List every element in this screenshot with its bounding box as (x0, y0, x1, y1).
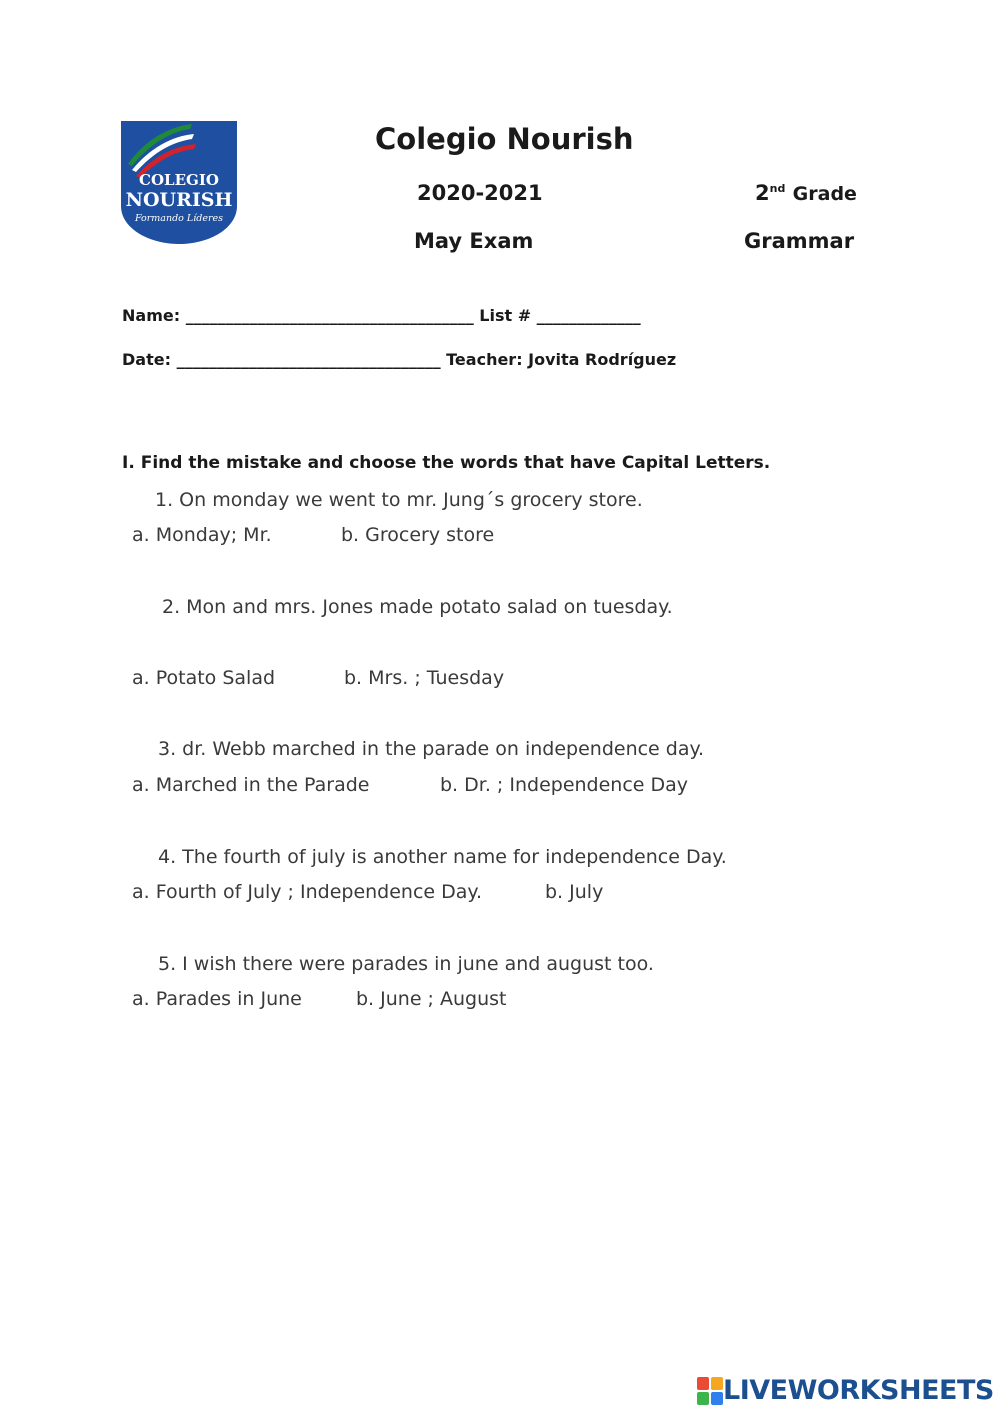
logo-line2: NOURISH (125, 189, 233, 211)
liveworksheets-icon (697, 1377, 723, 1405)
q4-option-a[interactable]: a. Fourth of July ; Independence Day. (132, 881, 482, 903)
q5-option-b[interactable]: b. June ; August (356, 988, 507, 1010)
q3-option-a[interactable]: a. Marched in the Parade (132, 774, 370, 796)
question-5: 5. I wish there were parades in june and august too. (158, 953, 654, 975)
grade-word: Grade (792, 183, 857, 205)
liveworksheets-brand: LIVEWORKSHEETS (723, 1375, 994, 1406)
date-label: Date: (122, 350, 171, 369)
name-label: Name: (122, 306, 181, 325)
question-4: 4. The fourth of july is another name for independence Day. (158, 846, 727, 868)
list-label: List # (479, 306, 532, 325)
subject-name: Grammar (744, 229, 855, 253)
question-1: 1. On monday we went to mr. Jung´s grocery store. (155, 489, 643, 511)
liveworksheets-logo (697, 1375, 994, 1406)
exam-name: May Exam (414, 229, 534, 253)
q2-option-a[interactable]: a. Potato Salad (132, 667, 276, 689)
q2-option-b[interactable]: b. Mrs. ; Tuesday (344, 667, 505, 689)
question-2: 2. Mon and mrs. Jones made potato salad on tuesday. (162, 596, 673, 618)
date-input-line[interactable]: _________________________________ (176, 350, 441, 369)
grade-number: 2 (755, 181, 770, 205)
grade-label (755, 181, 857, 205)
name-input-line[interactable]: ____________________________________ (185, 306, 474, 325)
school-year: 2020-2021 (417, 181, 543, 205)
teacher-label: Teacher: Jovita Rodríguez (446, 350, 677, 369)
date-field-row (122, 350, 676, 369)
school-shield-icon (120, 120, 238, 246)
name-field-row (122, 306, 641, 325)
list-input-line[interactable]: _____________ (536, 306, 641, 325)
q5-option-a[interactable]: a. Parades in June (132, 988, 302, 1010)
school-logo (120, 120, 238, 246)
logo-line1: COLEGIO (139, 171, 219, 189)
q1-option-a[interactable]: a. Monday; Mr. (132, 524, 272, 546)
grade-suffix: nd (769, 182, 786, 195)
q4-option-b[interactable]: b. July (545, 881, 604, 903)
school-name: Colegio Nourish (375, 122, 634, 156)
question-3: 3. dr. Webb marched in the parade on independence day. (158, 738, 705, 760)
section-instruction: I. Find the mistake and choose the words that have Capital Letters. (122, 453, 771, 473)
q1-option-b[interactable]: b. Grocery store (341, 524, 495, 546)
q3-option-b[interactable]: b. Dr. ; Independence Day (440, 774, 689, 796)
logo-motto: Formando Líderes (134, 213, 224, 224)
